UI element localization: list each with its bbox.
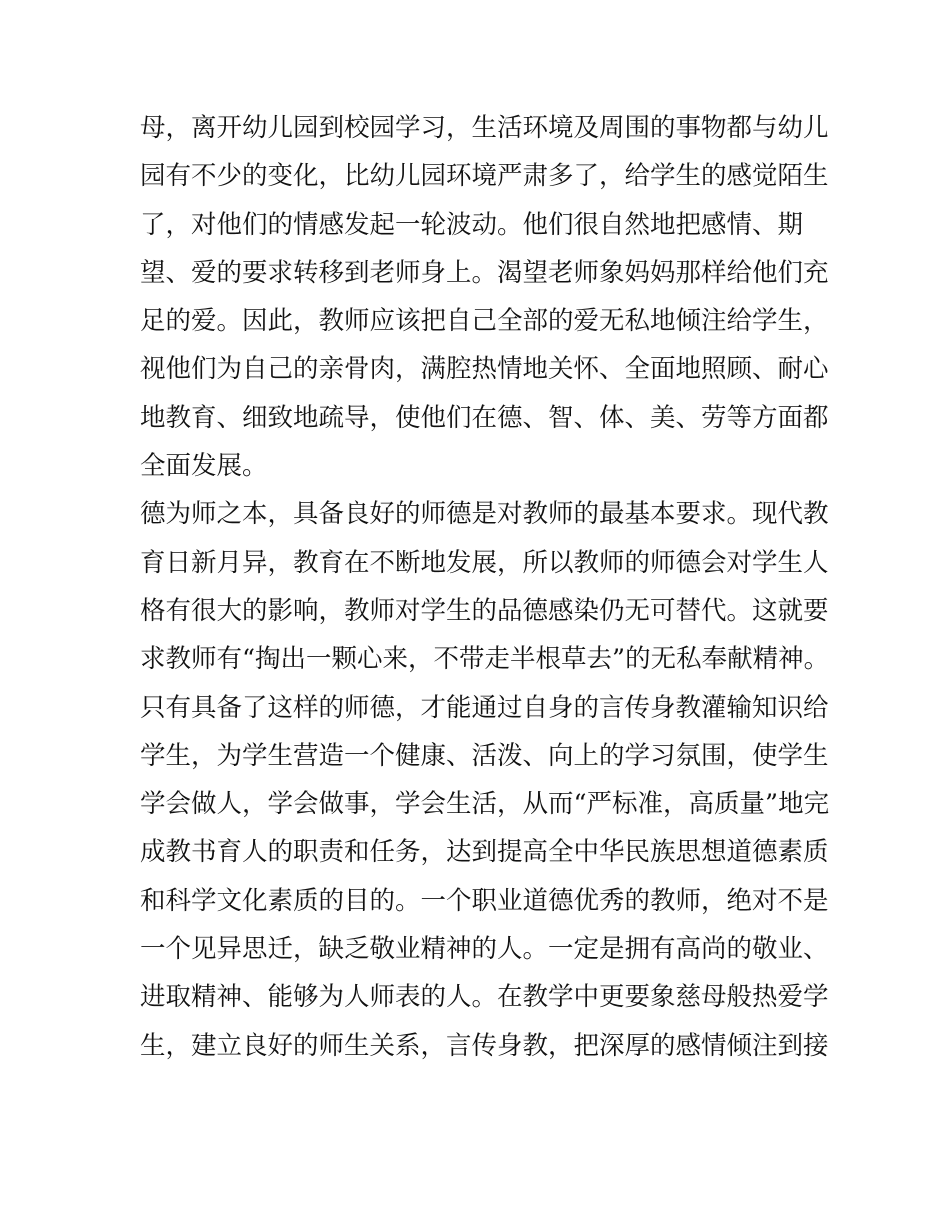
text-line: 园有不少的变化，比幼儿园环境严肃多了，给学生的感觉陌生 bbox=[140, 161, 829, 192]
text-line: 育日新月异，教育在不断地发展，所以教师的师德会对学生人 bbox=[140, 547, 829, 578]
text-line: 望、爱的要求转移到老师身上。渴望老师象妈妈那样给他们充 bbox=[140, 257, 829, 288]
text-line: 母，离开幼儿园到校园学习，生活环境及周围的事物都与幼儿 bbox=[140, 113, 829, 143]
text-line: 求教师有“掏出一颗心来，不带走半根草去”的无私奉献精神。 bbox=[140, 644, 830, 675]
text-line: 格有很大的影响，教师对学生的品德感染仍无可替代。这就要 bbox=[140, 595, 829, 626]
text-line: 了，对他们的情感发起一轮波动。他们很自然地把感情、期 bbox=[140, 209, 804, 240]
text-line: 和科学文化素质的目的。一个职业道德优秀的教师，绝对不是 bbox=[140, 885, 829, 916]
text-line: 地教育、细致地疏导，使他们在德、智、体、美、劳等方面都 bbox=[140, 402, 829, 433]
text-line: 只有具备了这样的师德，才能通过自身的言传身教灌输知识给 bbox=[140, 692, 829, 723]
text-line: 学会做人，学会做事，学会生活，从而“严标准，高质量”地完 bbox=[140, 789, 830, 820]
text-line: 成教书育人的职责和任务，达到提高全中华民族思想道德素质 bbox=[140, 837, 829, 868]
text-line: 一个见异思迁，缺乏敬业精神的人。一定是拥有高尚的敬业、 bbox=[140, 934, 829, 965]
text-line: 视他们为自己的亲骨肉，满腔热情地关怀、全面地照顾、耐心 bbox=[140, 354, 829, 385]
text-line: 德为师之本，具备良好的师德是对教师的最基本要求。现代教 bbox=[140, 499, 829, 530]
body-text bbox=[140, 104, 830, 1070]
text-line: 进取精神、能够为人师表的人。在教学中更要象慈母般热爱学 bbox=[140, 982, 829, 1013]
text-line: 足的爱。因此，教师应该把自己全部的爱无私地倾注给学生， bbox=[140, 306, 829, 337]
text-line: 学生，为学生营造一个健康、活泼、向上的学习氛围，使学生 bbox=[140, 740, 829, 771]
text-line: 生，建立良好的师生关系，言传身教，把深厚的感情倾注到接 bbox=[140, 1030, 829, 1061]
text-line: 全面发展。 bbox=[140, 451, 268, 482]
